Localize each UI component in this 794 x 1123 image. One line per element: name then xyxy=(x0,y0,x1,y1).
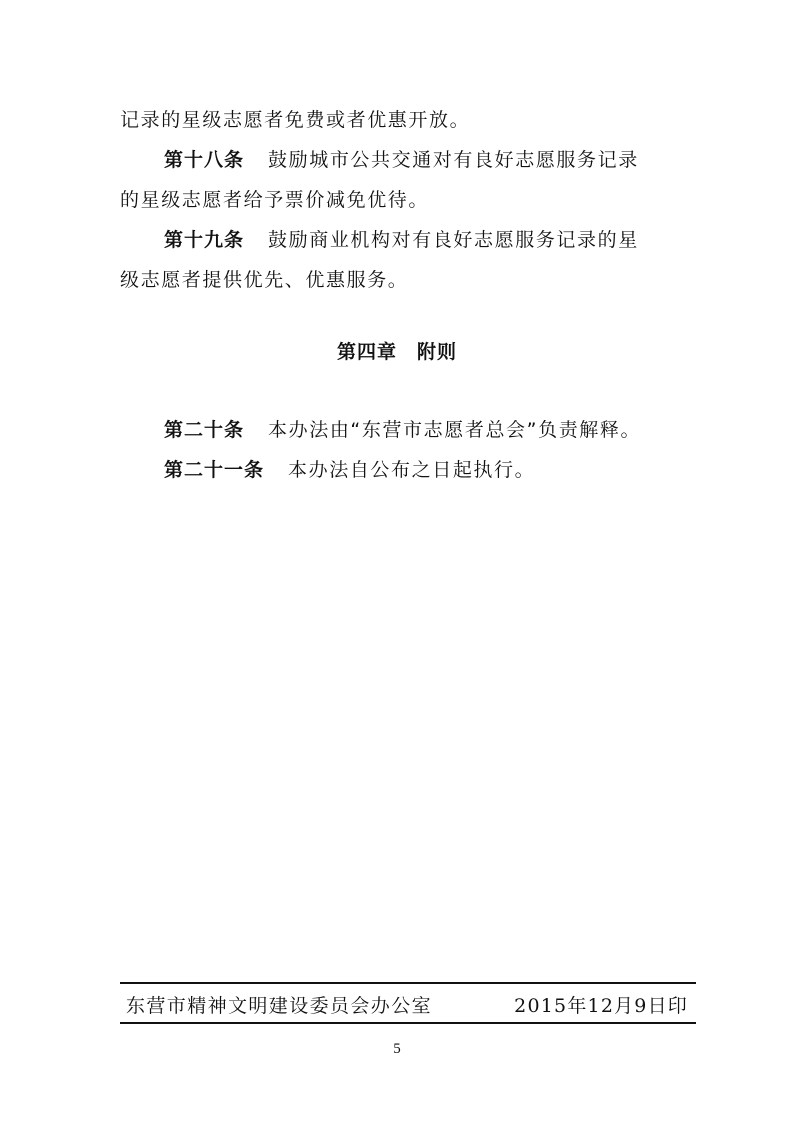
chapter-number: 第四章 xyxy=(336,341,397,363)
article-18-line-1 xyxy=(164,148,639,172)
chapter-title: 附则 xyxy=(417,341,458,363)
chapter-heading xyxy=(0,340,794,364)
article-19-line-2: 级志愿者提供优先、优惠服务。 xyxy=(120,269,409,291)
footer-date: 2015年12月9日印 xyxy=(514,995,688,1017)
article-21-heading: 第二十一条 xyxy=(164,459,265,481)
article-19-text-1: 鼓励商业机构对有良好志愿服务记录的星 xyxy=(268,229,639,251)
paragraph-continuation: 记录的星级志愿者免费或者优惠开放。 xyxy=(120,109,471,131)
article-19-line-1 xyxy=(164,228,639,252)
article-18-text-1: 鼓励城市公共交通对有良好志愿服务记录 xyxy=(268,149,639,171)
article-19-heading: 第十九条 xyxy=(164,229,245,251)
article-20-text: 本办法由“东营市志愿者总会”负责解释。 xyxy=(268,419,642,441)
footer-issuer: 东营市精神文明建设委员会办公室 xyxy=(126,995,433,1017)
page-number: 5 xyxy=(393,1041,401,1057)
article-18-line-2: 的星级志愿者给予票价减免优待。 xyxy=(120,189,430,211)
article-18-heading: 第十八条 xyxy=(164,149,245,171)
article-21 xyxy=(164,458,535,482)
article-20 xyxy=(164,418,641,442)
footer-bottom-rule xyxy=(120,1022,696,1024)
article-21-text: 本办法自公布之日起执行。 xyxy=(288,459,536,481)
article-20-heading: 第二十条 xyxy=(164,419,245,441)
footer-top-rule xyxy=(120,982,696,984)
